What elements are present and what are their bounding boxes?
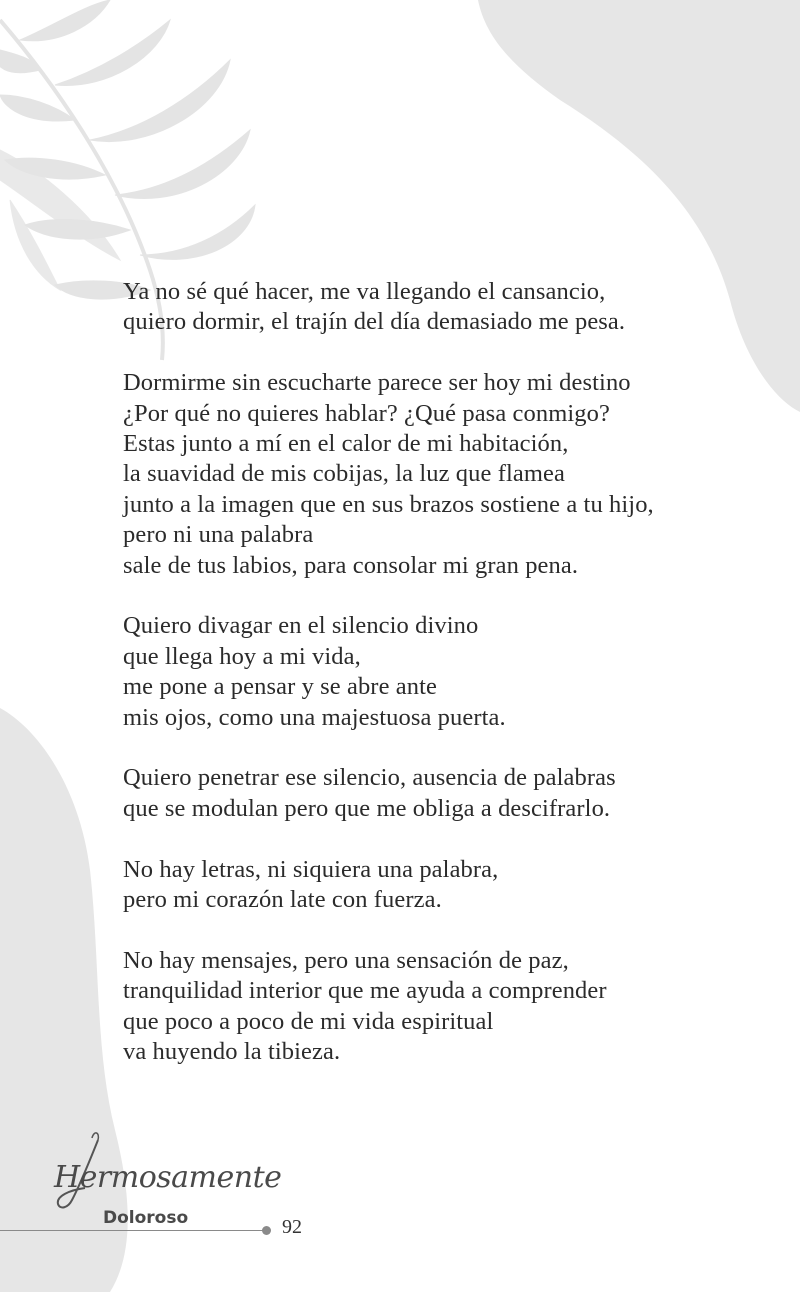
poem-line: tranquilidad interior que me ayuda a comprender (123, 977, 607, 1005)
stanza-4 (123, 763, 763, 824)
stanza-2 (123, 368, 763, 581)
footer-dot-icon (262, 1226, 271, 1235)
poem-line: Quiero penetrar ese silencio, ausencia de palabras (123, 764, 616, 792)
poem-line: junto a la imagen que en sus brazos sostiene a tu hijo, (123, 490, 654, 518)
poem-line: me pone a pensar y se abre ante (123, 673, 437, 701)
stanza-1 (123, 277, 763, 338)
stanza-6 (123, 946, 763, 1068)
page-number: 92 (282, 1216, 302, 1238)
poem-line: que llega hoy a mi vida, (123, 642, 361, 670)
logo-subtitle: Doloroso (103, 1208, 189, 1228)
poem-line: No hay mensajes, pero una sensación de paz, (123, 946, 569, 974)
poem-line: quiero dormir, el trajín del día demasiado me pesa. (123, 308, 626, 336)
poem-body (123, 277, 763, 1098)
poem-line: va huyendo la tibieza. (123, 1038, 341, 1066)
stanza-5 (123, 855, 763, 916)
poem-line: mis ojos, como una majestuosa puerta. (123, 703, 506, 731)
poem-line: Ya no sé qué hacer, me va llegando el cansancio, (123, 278, 606, 305)
poem-line: No hay letras, ni siquiera una palabra, (123, 855, 499, 883)
poem-line: pero ni una palabra (123, 521, 314, 549)
poem-line: sale de tus labios, para consolar mi gran pena. (123, 551, 579, 579)
poem-line: ¿Por qué no quieres hablar? ¿Qué pasa conmigo? (123, 399, 610, 427)
poem-line: que se modulan pero que me obliga a descifrarlo. (123, 794, 611, 822)
poem-line: Quiero divagar en el silencio divino (123, 612, 479, 640)
footer-divider (0, 1230, 270, 1231)
stanza-3 (123, 611, 763, 733)
poem-line: Dormirme sin escucharte parece ser hoy mi destino (123, 369, 631, 397)
poem-line: la suavidad de mis cobijas, la luz que flamea (123, 460, 565, 488)
logo-script-text: Hermosamente (54, 1160, 282, 1195)
poem-line: pero mi corazón late con fuerza. (123, 886, 442, 914)
poem-line: que poco a poco de mi vida espiritual (123, 1007, 494, 1035)
poem-line: Estas junto a mí en el calor de mi habitación, (123, 430, 569, 458)
